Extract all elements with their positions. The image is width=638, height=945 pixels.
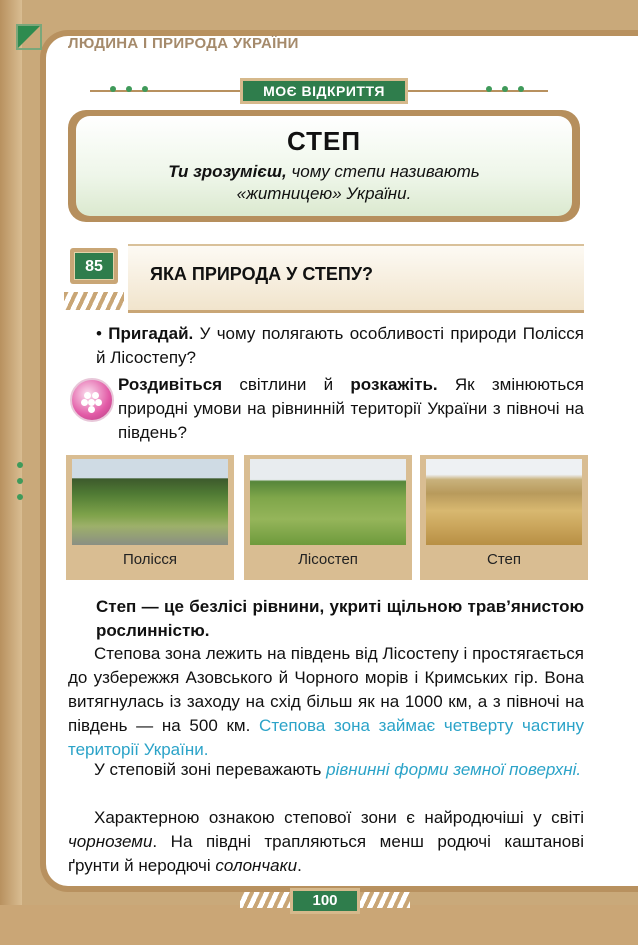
term-chornozemy: чорноземи [68,832,153,851]
page-number: 100 [290,888,360,914]
photo-card-lisostep [244,455,412,580]
subtitle-rest: чому степи називають [286,162,480,181]
photo-card-step [420,455,588,580]
lesson-heading [64,240,584,312]
paragraph-3-text3: . [297,856,302,875]
paragraph-3-text1: Характерною ознакою степової зони є найродючіші у світі [94,808,584,827]
section-title: ЛЮДИНА І ПРИРОДА УКРАЇНИ [68,35,299,52]
footer-stripes-left [240,892,290,908]
recall-lead: Пригадай. [108,324,194,343]
side-dots-decoration [17,462,25,510]
caption-polissia: Полісся [122,551,177,568]
discovery-box [68,110,580,222]
caption-lisostep: Лісостеп [298,551,358,568]
definition: Степ — це безлісі рівнини, укриті щільною трав’янистою рослинністю. [96,597,584,640]
photo-polissia [72,459,228,545]
lesson-number: 85 [74,252,114,280]
paragraph-1-highlight: Степова зона займає четверту частину території України. [68,716,584,759]
look-text: Як змінюються природні умови на рівнинній території України з півночі на південь? [118,375,584,442]
dots-right-icon [486,86,534,92]
footer-stripes-right [360,892,410,908]
paragraph-2 [68,758,584,782]
subtitle-bold: Ти зрозумієш, [168,162,287,181]
paragraph-2-highlight: рівнинні форми земної поверхні. [326,760,582,779]
discovery-label: МОЄ ВІДКРИТТЯ [240,78,408,104]
paragraph-2-text: У степовій зоні переважають [94,760,327,779]
look-lead1: Роздивіться [118,375,223,394]
topic-title: СТЕП [286,126,362,156]
paragraph-3 [68,806,584,878]
grapes-icon [70,378,114,422]
stripes-decoration [64,292,124,310]
caption-step: Степ [487,551,521,568]
look-lead2: розкажіть. [350,375,438,394]
recall-paragraph [96,322,584,370]
photo-lisostep [250,459,406,545]
paragraph-3-text2: . На півдні трапляються менш родючі каштанові ґрунти й неродючі [68,832,584,875]
dots-left-icon [110,86,158,92]
photo-card-polissia [66,455,234,580]
recall-text: У чому полягають особливості природи Полісся й Лісостепу? [96,324,584,367]
term-solonchaky: солончаки [215,856,298,875]
discovery-bar [90,78,548,104]
corner-triangle-icon [18,26,40,48]
bullet: • [96,324,102,343]
look-paragraph [118,373,584,445]
paragraph-1 [68,642,584,762]
look-mid: світлини й [222,375,351,394]
topic-subtitle [76,161,572,205]
photo-step [426,459,582,545]
paragraph-1-text: Степова зона лежить на південь від Лісостепу і простягається до узбережжя Азовського й Чорного морів і Кримських гір. Вона витягнулась із заходу на схід більш як на 1000 км, а з півночі на південь — на 500 км. [68,644,584,735]
lesson-title: ЯКА ПРИРОДА У СТЕПУ? [150,264,374,284]
lesson-number-badge [70,248,118,284]
subtitle-line2: «житницею» України. [236,184,412,203]
page-footer [240,886,410,916]
